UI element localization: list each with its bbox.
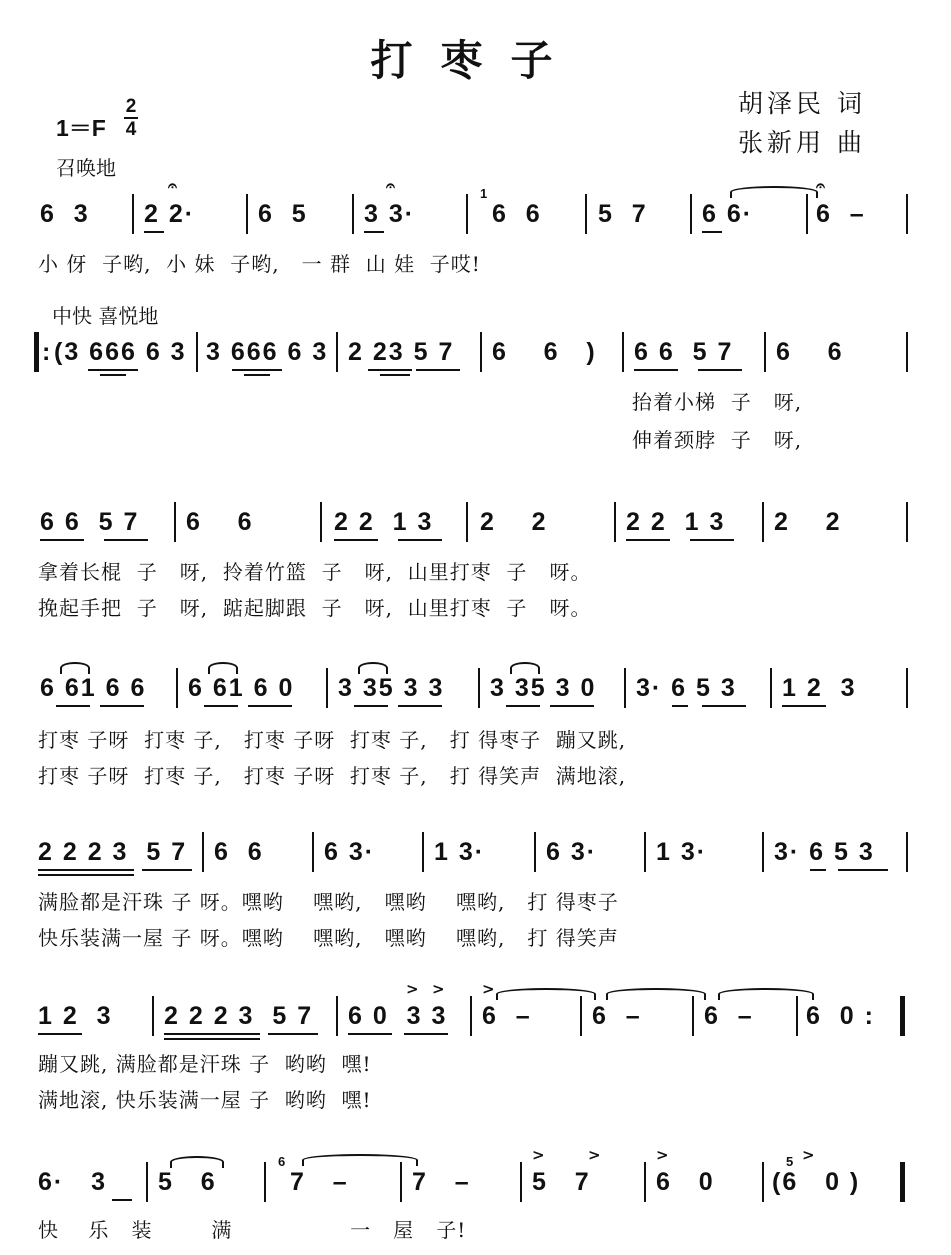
- accent-icon: >: [656, 1146, 669, 1164]
- barline: [34, 332, 39, 372]
- barline: [312, 832, 314, 872]
- barline: [466, 502, 468, 542]
- beam-underline: [112, 1199, 132, 1201]
- barline: [906, 832, 908, 872]
- barline: [580, 996, 582, 1036]
- beam-underline: [506, 705, 540, 707]
- song-title: 打枣子: [370, 36, 581, 85]
- barline: [622, 332, 624, 372]
- measure: 5 7: [532, 1168, 591, 1196]
- measure: 6 3·: [546, 838, 598, 866]
- barline: [690, 194, 692, 234]
- measure: 6 3·: [324, 838, 376, 866]
- accent-icon: >: [432, 980, 445, 998]
- measure: 6 –: [592, 1002, 642, 1030]
- beam-underline: [404, 1033, 448, 1035]
- beam-underline: [334, 539, 378, 541]
- measure: 6 –: [704, 1002, 754, 1030]
- barline: [336, 332, 338, 372]
- barline: [644, 832, 646, 872]
- measure: 2 2·: [144, 200, 196, 228]
- lyric-line-1: 打枣 子呀 打枣 子, 打枣 子呀 打枣 子, 打 得枣子 蹦又跳,: [38, 728, 627, 752]
- beam-underline: [626, 539, 670, 541]
- tie-icon: [718, 988, 814, 1000]
- fermata-icon: 𝄐: [816, 176, 825, 195]
- beam-underline: [364, 231, 384, 233]
- measure: 3 35 3 0: [490, 674, 597, 702]
- barline: [762, 502, 764, 542]
- beam-underline: [672, 705, 688, 707]
- beam-underline: [368, 369, 412, 371]
- beam-underline: [38, 869, 134, 871]
- barline: [762, 1162, 764, 1202]
- barline: [478, 668, 480, 708]
- time-numerator: 2: [125, 96, 137, 117]
- barline: [132, 194, 134, 234]
- notes-row: [0, 1146, 951, 1202]
- barline: [900, 1162, 905, 1202]
- measure: 3 3·: [364, 200, 416, 228]
- barline: [422, 832, 424, 872]
- barline: [264, 1162, 266, 1202]
- barline: [352, 194, 354, 234]
- accent-icon: >: [588, 1146, 601, 1164]
- beam-underline: [698, 369, 742, 371]
- beam-underline: [398, 539, 442, 541]
- accent-icon: >: [532, 1146, 545, 1164]
- beam-underline: [204, 705, 238, 707]
- notes-row: [0, 838, 951, 872]
- measure: 6 6 5 7: [40, 508, 140, 536]
- grace-note: 5: [786, 1154, 794, 1169]
- beam-underline: [782, 705, 826, 707]
- beam-underline: [104, 539, 148, 541]
- measure: 3· 6 5 3: [636, 674, 737, 702]
- barline: [624, 668, 626, 708]
- fermata-icon: 𝄐: [386, 176, 395, 195]
- barline: [400, 1162, 402, 1202]
- measure: 6 5: [258, 200, 308, 228]
- beam-underline: [810, 869, 826, 871]
- barline: [770, 668, 772, 708]
- measure: 6 61 6 6: [40, 674, 147, 702]
- measure: 6 6: [186, 508, 254, 536]
- barline: [806, 194, 808, 234]
- barline: [202, 832, 204, 872]
- lyric-line-1: 满脸都是汗珠 子 呀。嘿哟 嘿哟, 嘿哟 嘿哟, 打 得枣子: [38, 890, 619, 914]
- measure: 3 35 3 3: [338, 674, 445, 702]
- measure: 2 23 5 7: [348, 338, 455, 366]
- grace-note: 6: [278, 1154, 286, 1169]
- measure: 1 3·: [656, 838, 708, 866]
- lyric-line-2: 打枣 子呀 打枣 子, 打枣 子呀 打枣 子, 打 得笑声 满地滚,: [38, 764, 627, 788]
- grace-note: 1: [480, 186, 488, 201]
- slur-icon: [510, 662, 540, 674]
- slur-icon: [208, 662, 238, 674]
- measure: 6 6·: [702, 200, 754, 228]
- barline: [320, 502, 322, 542]
- beam-underline: [144, 231, 164, 233]
- beam-underline: [164, 1038, 260, 1040]
- measure: 3· 6 5 3: [774, 838, 875, 866]
- tie-icon: [496, 988, 596, 1000]
- beam-underline: [100, 374, 126, 376]
- beam-underline: [380, 374, 410, 376]
- notes-row: [0, 338, 951, 372]
- beam-underline: [702, 705, 746, 707]
- measure: 1 2 3: [38, 1002, 113, 1030]
- lyric-line-2: 伸着颈脖 子 呀,: [632, 428, 803, 452]
- repeat-start: :: [42, 338, 53, 366]
- beam-underline: [634, 369, 678, 371]
- measure: (3 666 6 3: [54, 338, 187, 366]
- notes-row: [0, 674, 951, 708]
- tie-icon: [606, 988, 706, 1000]
- time-signature: [124, 97, 138, 139]
- beam-underline: [416, 369, 460, 371]
- barline: [906, 332, 908, 372]
- tie-icon: [302, 1154, 418, 1166]
- lyric-line-2: 快乐装满一屋 子 呀。嘿哟 嘿哟, 嘿哟 嘿哟, 打 得笑声: [38, 926, 619, 950]
- lyric-line-2: 满地滚, 快乐装满一屋 子 哟哟 嘿!: [38, 1088, 372, 1112]
- measure: 5 7: [598, 200, 648, 228]
- measure: 6 6 ): [492, 338, 597, 366]
- barline: [764, 332, 766, 372]
- measure: 2 2 2 3 5 7: [38, 838, 188, 866]
- beam-underline: [232, 369, 282, 371]
- measure: 6 6: [776, 338, 844, 366]
- notes-row: [0, 508, 951, 542]
- measure: 6 0 3 3: [348, 1002, 448, 1030]
- beam-underline: [838, 869, 888, 871]
- beam-underline: [88, 369, 138, 371]
- beam-underline: [56, 705, 90, 707]
- lyric-line-1: 蹦又跳, 满脸都是汗珠 子 哟哟 嘿!: [38, 1052, 372, 1076]
- measure: 6 6: [214, 838, 264, 866]
- slur-icon: [60, 662, 90, 674]
- barline: [470, 996, 472, 1036]
- barline: [906, 194, 908, 234]
- measure: 2 2 1 3: [626, 508, 726, 536]
- measure: 2 2 1 3: [334, 508, 434, 536]
- lyric-line-1: 抬着小梯 子 呀,: [632, 390, 803, 414]
- barline: [614, 502, 616, 542]
- barline: [152, 996, 154, 1036]
- tie-icon: [730, 186, 818, 198]
- measure: 6 6: [492, 200, 542, 228]
- barline: [796, 996, 798, 1036]
- measure: 6 6 5 7: [634, 338, 734, 366]
- barline: [176, 668, 178, 708]
- barline: [762, 832, 764, 872]
- barline: [196, 332, 198, 372]
- measure: 5 6: [158, 1168, 217, 1196]
- beam-underline: [354, 705, 388, 707]
- barline: [534, 832, 536, 872]
- measure: 3 666 6 3: [206, 338, 329, 366]
- measure: (6 0 ): [772, 1168, 861, 1196]
- lyric-line-1: 小 伢 子哟, 小 妹 子哟, 一 群 山 娃 子哎!: [38, 252, 481, 276]
- barline: [174, 502, 176, 542]
- barline: [326, 668, 328, 708]
- lyricist-credit: 胡泽民 词: [738, 89, 866, 118]
- measure: 6· 3: [38, 1168, 107, 1196]
- barline: [644, 1162, 646, 1202]
- key-signature: 1＝F: [56, 115, 106, 141]
- beam-underline: [142, 869, 192, 871]
- beam-underline: [398, 705, 442, 707]
- measure: 1 2 3: [782, 674, 857, 702]
- measure: 2 2: [480, 508, 548, 536]
- barline: [692, 996, 694, 1036]
- barline: [906, 502, 908, 542]
- measure: 7 –: [290, 1168, 349, 1196]
- notes-row: [0, 980, 951, 1036]
- beam-underline: [690, 539, 734, 541]
- barline: [900, 996, 905, 1036]
- beam-underline: [702, 231, 722, 233]
- measure: 6 –: [482, 1002, 532, 1030]
- notes-row: [0, 176, 951, 234]
- composer-credit: 张新用 曲: [738, 128, 866, 157]
- measure: 6 0: [656, 1168, 715, 1196]
- barline: [520, 1162, 522, 1202]
- barline: [906, 668, 908, 708]
- accent-icon: >: [482, 980, 495, 998]
- accent-icon: >: [406, 980, 419, 998]
- barline: [246, 194, 248, 234]
- measure: 7 –: [412, 1168, 471, 1196]
- beam-underline: [244, 374, 270, 376]
- lyric-line-2: 挽起手把 子 呀, 踮起脚跟 子 呀, 山里打枣 子 呀。: [38, 596, 592, 620]
- beam-underline: [268, 1033, 318, 1035]
- barline: [585, 194, 587, 234]
- measure: 6 0 :: [806, 1002, 875, 1030]
- slur-icon: [358, 662, 388, 674]
- time-denominator: 4: [125, 119, 137, 140]
- barline: [466, 194, 468, 234]
- main-tempo-marking: 中快 喜悦地: [52, 304, 159, 328]
- slur-icon: [170, 1156, 224, 1168]
- lyric-line-1: 快 乐 装 满 一 屋 子!: [38, 1218, 467, 1242]
- barline: [480, 332, 482, 372]
- measure: 2 2: [774, 508, 842, 536]
- measure: 6 3: [40, 200, 90, 228]
- intro-tempo-marking: 召唤地: [56, 156, 116, 180]
- measure: 2 2 2 3 5 7: [164, 1002, 314, 1030]
- barline: [146, 1162, 148, 1202]
- beam-underline: [100, 705, 144, 707]
- beam-underline: [348, 1033, 392, 1035]
- measure: 6 –: [816, 200, 866, 228]
- measure: 1 3·: [434, 838, 486, 866]
- beam-underline: [550, 705, 594, 707]
- measure: 6 61 6 0: [188, 674, 295, 702]
- beam-underline: [248, 705, 292, 707]
- beam-underline: [164, 1033, 260, 1035]
- beam-underline: [38, 1033, 82, 1035]
- barline: [336, 996, 338, 1036]
- lyric-line-1: 拿着长棍 子 呀, 拎着竹篮 子 呀, 山里打枣 子 呀。: [38, 560, 592, 584]
- fermata-icon: 𝄐: [168, 176, 177, 195]
- beam-underline: [38, 874, 134, 876]
- accent-icon: >: [802, 1146, 815, 1164]
- beam-underline: [40, 539, 84, 541]
